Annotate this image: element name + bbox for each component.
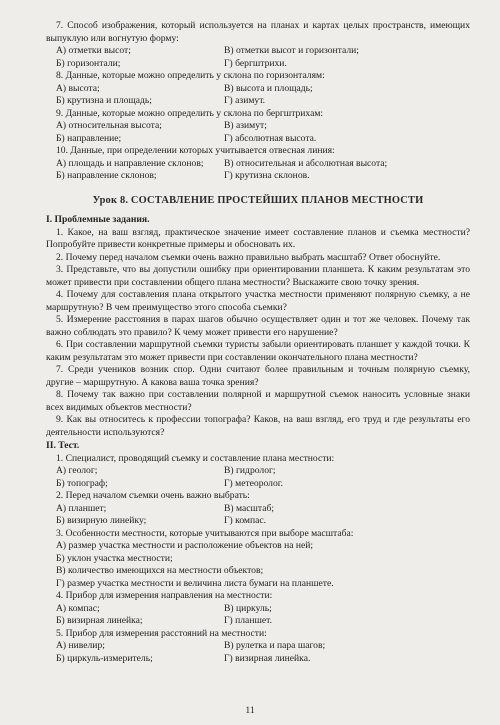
option-b: Б) направление склонов;	[56, 170, 157, 181]
task-1: 1. Какое, на ваш взгляд, практическое значение имеет составление планов и съемка местности? Попробуйте привести конкретные примеры и обосновать их.	[46, 226, 470, 250]
question-text: 5. Прибор для измерения расстояний на местности:	[56, 627, 267, 639]
options	[46, 120, 470, 145]
option-a: А) нивелир;	[56, 640, 105, 651]
task-2: 2. Почему перед началом съемки очень важно правильно выбрать масштаб? Ответ обоснуйте.	[56, 251, 441, 263]
option-v: В) количество имеющихся на местности объектов;	[56, 565, 264, 576]
option-b: Б) топограф;	[56, 477, 108, 489]
option-b: Б) визирная линейка;	[56, 615, 143, 626]
lesson-title: Урок 8. СОСТАВЛЕНИЕ ПРОСТЕЙШИХ ПЛАНОВ МЕСТНОСТИ	[92, 194, 424, 206]
option-a: А) геолог;	[56, 465, 98, 476]
question-text: 3. Особенности местности, которые учитываются при выборе масштаба:	[56, 527, 354, 539]
options	[46, 465, 470, 490]
question-7	[46, 20, 470, 70]
task-6: 6. При составлении маршрутной съемки туристы забыли ориентировать планшет у каждой точки. К каким результатам это может привести при составлении окончательного плана местности?	[46, 339, 470, 363]
task-7: 7. Среди учеников возник спор. Одни считают более правильным и точным полярную съемку, другие – маршрутную. А какова ваша точка зрения?	[46, 364, 470, 388]
option-b: Б) уклон участка местности;	[56, 552, 173, 564]
question-text: 9. Данные, которые можно определить у склона по бергштрихам:	[56, 107, 324, 119]
test-question-1	[46, 453, 470, 491]
task-4: 4. Почему для составления плана открытого участка местности применяют полярную съемку, а не маршрутную? В чем преимущество этого способа съемки?	[46, 289, 470, 313]
option-v: В) масштаб;	[224, 502, 275, 514]
option-g: Г) планшет.	[224, 615, 272, 626]
option-a: А) компас;	[56, 602, 100, 614]
options	[46, 158, 470, 183]
option-g: Г) абсолютная высота.	[224, 132, 317, 144]
option-b: Б) циркуль-измеритель;	[56, 652, 153, 664]
question-text: 1. Специалист, проводящий съемку и составление плана местности:	[56, 452, 335, 464]
option-g: Г) азимут.	[224, 95, 266, 106]
question-text: 10. Данные, при определении которых учитывается отвесная линия:	[56, 145, 335, 156]
option-g: Г) компас.	[224, 515, 267, 526]
option-a: А) размер участка местности и расположение объектов на ней;	[56, 540, 314, 551]
options	[46, 603, 470, 628]
question-10	[46, 145, 470, 183]
section-heading: I. Проблемные задания.	[46, 214, 150, 225]
question-text: 4. Прибор для измерения направления на местности:	[56, 590, 273, 601]
options	[46, 45, 470, 70]
option-b: Б) горизонтали;	[56, 57, 121, 69]
option-v: В) относительная и абсолютная высота;	[224, 157, 388, 169]
option-a: А) относительная высота;	[56, 120, 162, 131]
option-v: В) гидролог;	[224, 465, 276, 476]
option-g: Г) крутизна склонов.	[224, 170, 310, 181]
option-v: В) циркуль;	[224, 602, 272, 614]
question-text: 8. Данные, которые можно определить у склона по горизонталям:	[56, 70, 325, 81]
task-3: 3. Представьте, что вы допустили ошибку при ориентировании планшета. К каким результатам это может привести при составлении общего плана местности? Выскажите свою точку зрения.	[46, 264, 470, 288]
question-8	[46, 70, 470, 108]
option-v: В) отметки высот и горизонтали;	[224, 45, 359, 56]
option-b: Б) визирную линейку;	[56, 515, 147, 526]
task-9: 9. Как вы относитесь к профессии топографа? Каков, на ваш взгляд, его труд и где результаты его деятельности используются?	[46, 414, 470, 438]
options	[46, 503, 470, 528]
question-text: 7. Способ изображения, который используется на планах и картах целых пространств, имеющих выпуклую или вогнутую форму:	[46, 20, 470, 44]
task-5: 5. Измерение расстояния в парах шагов обычно осуществляет один и тот же человек. Почему так важно соблюдать это правило? К чему может привести его нарушение?	[46, 314, 470, 338]
problem-tasks-section	[46, 214, 470, 439]
option-v: В) рулетка и пара шагов;	[224, 640, 326, 651]
option-v: В) азимут;	[224, 120, 267, 131]
option-g: Г) метеоролог.	[224, 477, 284, 489]
options	[46, 83, 470, 108]
option-a: А) планшет;	[56, 502, 107, 514]
option-g: Г) визирная линейка.	[224, 652, 311, 664]
option-a: А) площадь и направление склонов;	[56, 157, 204, 169]
option-b: Б) крутизна и площадь;	[56, 95, 152, 106]
page-number: 11	[245, 704, 255, 716]
option-b: Б) направление;	[56, 132, 122, 144]
top-questions	[46, 20, 470, 183]
test-question-4	[46, 590, 470, 628]
test-question-5	[46, 628, 470, 666]
options	[46, 640, 470, 665]
option-a: А) высота;	[56, 82, 100, 94]
test-question-3	[46, 528, 470, 591]
question-text: 2. Перед началом съемки очень важно выбрать:	[56, 490, 250, 501]
options	[46, 540, 470, 590]
test-section	[46, 440, 470, 665]
option-v: В) высота и площадь;	[224, 82, 313, 94]
question-9	[46, 108, 470, 146]
option-a: А) отметки высот;	[56, 45, 131, 56]
test-question-2	[46, 490, 470, 528]
option-g: Г) размер участка местности и величина листа бумаги на планшете.	[56, 577, 334, 589]
section-heading: II. Тест.	[46, 440, 80, 451]
task-8: 8. Почему так важно при составлении полярной и маршрутной съемок наносить условные знаки всех видимых объектов местности?	[46, 389, 470, 413]
option-g: Г) бергштрихи.	[224, 57, 287, 69]
